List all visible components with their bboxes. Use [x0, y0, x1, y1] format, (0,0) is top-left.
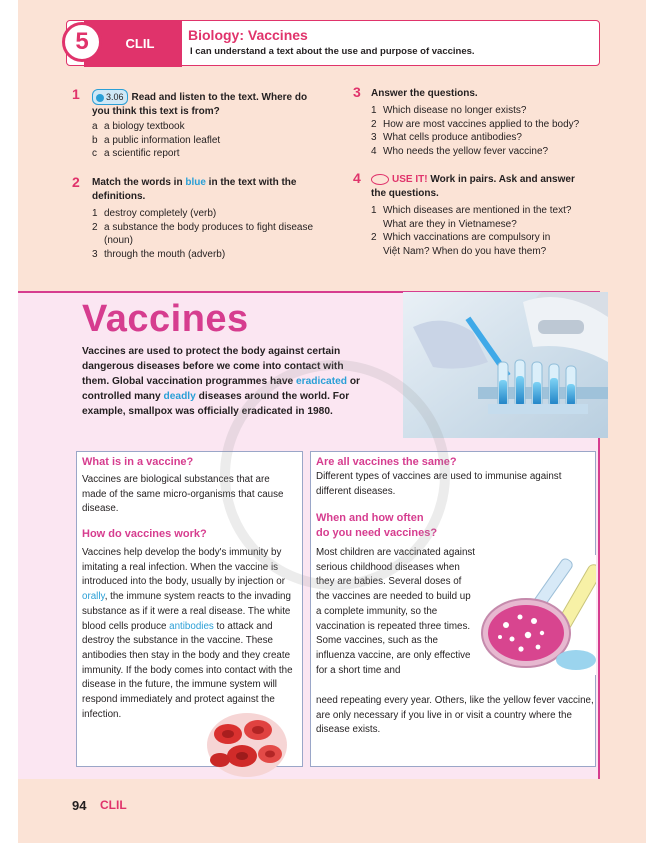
article-title: Vaccines [82, 298, 249, 340]
heading-are-all-vaccines-the-same: Are all vaccines the same? [316, 456, 457, 468]
vocab-antibodies: antibodies [169, 620, 214, 632]
exercise-4-question: USE IT! Work in pairs. Ask and answer the questions. [371, 174, 575, 199]
discussion-question-2: 2 Which vaccinations are compulsory in Việt Nam? When do you have them? [371, 232, 551, 258]
definition-2: 2 a substance the body produces to fight disease (noun) [92, 221, 314, 247]
petri-dish-image [476, 555, 596, 675]
paragraph-are-all-vaccines-the-same: Different types of vaccines are used to immunise against different diseases. [316, 471, 562, 497]
exercise-3-questions [371, 104, 579, 159]
paragraph-what-is-in-a-vaccine: Vaccines are biological substances that are made of the same micro-organisms that cause disease. [82, 474, 284, 515]
exercise-1-question-line2: you think this text is from? [92, 106, 220, 117]
lab-scientist-illustration [403, 292, 608, 438]
lesson-objective: I can understand a text about the use and purpose of vaccines. [190, 46, 475, 57]
heading-how-do-vaccines-work: How do vaccines work? [82, 528, 207, 540]
page-number: 94 [72, 798, 87, 813]
exercise-1-number: 1 [72, 86, 80, 102]
lesson-title: Biology: Vaccines [188, 27, 308, 43]
option-a: a a biology textbook [92, 121, 185, 132]
audio-track-button[interactable] [92, 89, 128, 105]
footer-section-label: CLIL [100, 798, 127, 812]
heading-what-is-in-a-vaccine: What is in a vaccine? [82, 456, 194, 468]
paragraph-how-do-vaccines-work: Vaccines help develop the body's immunity by imitating a real infection. When the vaccine is introduced into the body, usually by injection or orally, the immune system reacts to the invading substance as if it were a real disease. The white blood cells produce antibodies to attack and destroy the substance in the vaccine. These antibodies then stay in the body and they create immunity. If the body comes into contact with the disease in the future, the immune system will respond immediately and protect against the infection. [82, 547, 293, 720]
definition-1: 1 destroy completely (verb) [92, 208, 217, 219]
exercise-2-question: Match the words in blue in the text with the definitions. [92, 177, 297, 202]
question-2: 2 How are most vaccines applied to the body? [371, 118, 580, 130]
exercise-1-question [92, 89, 342, 119]
exercise-2-number: 2 [72, 174, 80, 190]
discussion-question-1: 1 Which diseases are mentioned in the text? What are they in Vietnamese? [371, 205, 572, 230]
unit-number-badge: 5 [62, 22, 102, 62]
paragraph-when-and-how-often-part2: need repeating every year. Others, like the yellow fever vaccine, are only necessary if you live in or visit a country where the disease exists. [316, 695, 594, 736]
exercise-1-options [92, 120, 220, 161]
option-b: b a public information leaflet [92, 134, 221, 146]
exercise-2-definitions [92, 207, 342, 262]
speech-bubble-icon [371, 174, 389, 185]
definition-3: 3 through the mouth (adverb) [92, 249, 226, 261]
exercise-3-question: Answer the questions. [371, 88, 478, 99]
blood-cells-image [206, 712, 288, 778]
question-4: 4 Who needs the yellow fever vaccine? [371, 146, 549, 158]
exercise-4-questions [371, 204, 571, 259]
vocab-orally: orally [82, 591, 105, 603]
lab-scientist-photo [403, 292, 608, 438]
exercise-3-number: 3 [353, 84, 361, 100]
article-intro: Vaccines are used to protect the body against certain dangerous diseases before we come into contact with them. Global vaccination programmes have eradicated or controlled many deadly diseases around the world. For example, smallpox was officially eradicated in 1980. [82, 346, 361, 417]
clil-tab-label: CLIL [125, 36, 155, 51]
audio-track-number: 3.06 [106, 92, 124, 102]
option-c: c a scientific report [92, 148, 180, 160]
question-3: 3 What cells produce antibodies? [371, 132, 522, 144]
paragraph-when-and-how-often-part1: Most children are vaccinated against serious childhood diseases when they are babies. Several doses of the vaccines are needed to build up a complete immunity, so the vaccination is repeated three times. Some vaccines, such as the influenza vaccine, are only effective for a short time and [316, 547, 476, 676]
heading-when-and-how-often: When and how often do you need vaccines? [316, 512, 438, 539]
vocab-deadly: deadly [163, 391, 196, 402]
speaker-icon [96, 94, 104, 102]
question-1: 1 Which disease no longer exists? [371, 105, 527, 116]
vocab-eradicated: eradicated [296, 376, 347, 387]
exercise-1-question-line1: Read and listen to the text. Where do [131, 92, 308, 103]
exercise-4-number: 4 [353, 170, 361, 186]
